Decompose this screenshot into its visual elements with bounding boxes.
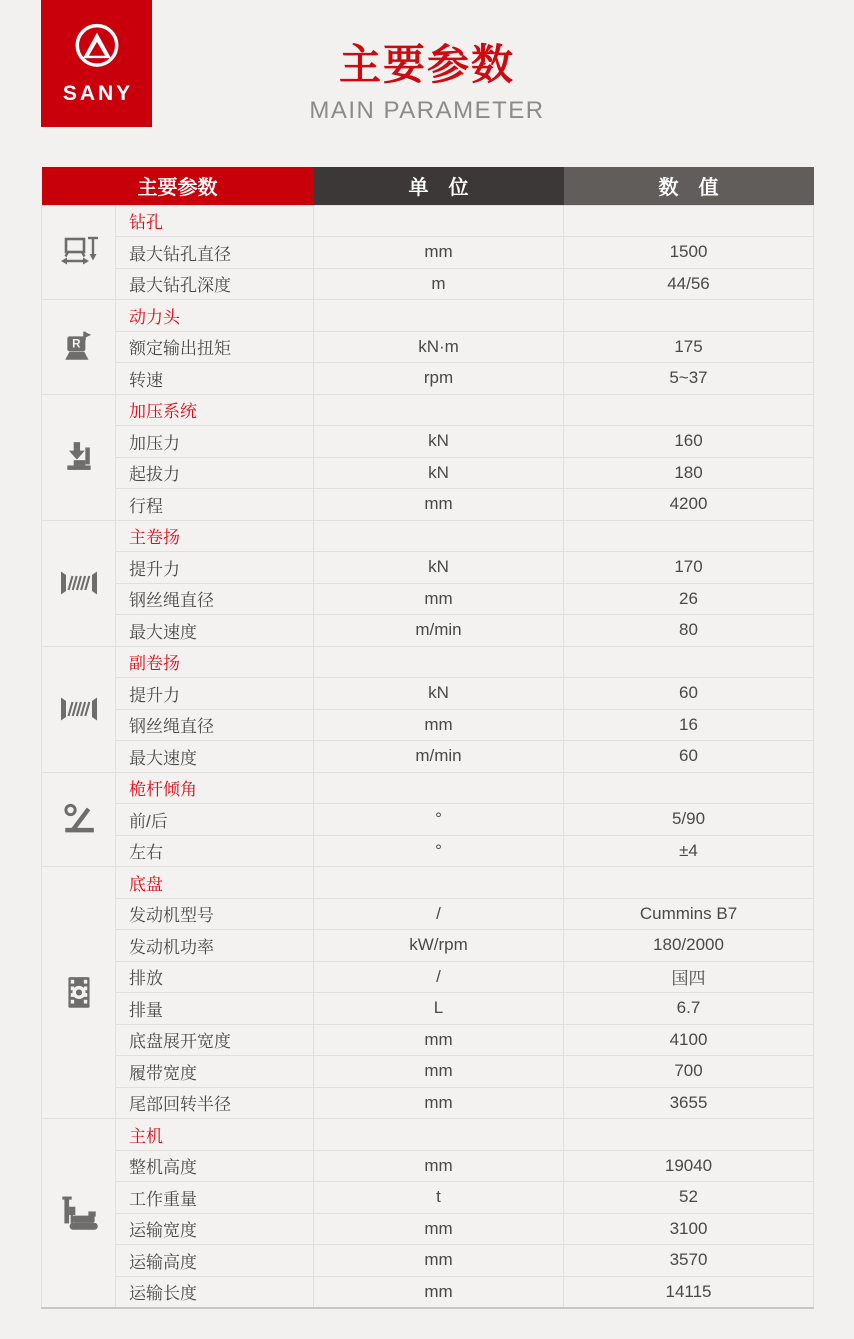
group-icon-cell [42, 1119, 116, 1308]
empty-value-cell [564, 1119, 814, 1151]
param-name-cell: 发动机型号 [116, 898, 314, 930]
value-cell: Cummins B7 [564, 898, 814, 930]
empty-value-cell [564, 772, 814, 804]
table-row [42, 898, 814, 930]
param-name-cell: 运输宽度 [116, 1213, 314, 1245]
category-title: 底盘 [116, 867, 314, 899]
unit-cell: kN [314, 552, 564, 584]
empty-value-cell [564, 646, 814, 678]
value-cell: 700 [564, 1056, 814, 1088]
value-cell: 16 [564, 709, 814, 741]
value-cell: 4200 [564, 489, 814, 521]
table-row [42, 930, 814, 962]
param-name-cell: 钢丝绳直径 [116, 709, 314, 741]
value-cell: 1500 [564, 237, 814, 269]
table-row [42, 1245, 814, 1277]
param-name-cell: 行程 [116, 489, 314, 521]
unit-cell: mm [314, 489, 564, 521]
value-cell: 14115 [564, 1276, 814, 1308]
category-row [42, 205, 814, 237]
param-name-cell: 排量 [116, 993, 314, 1025]
svg-text:R: R [71, 337, 81, 351]
value-cell: 52 [564, 1182, 814, 1214]
value-cell: ±4 [564, 835, 814, 867]
header-value: 数 值 [564, 167, 814, 205]
category-title: 副卷扬 [116, 646, 314, 678]
value-cell: 国四 [564, 961, 814, 993]
category-row [42, 646, 814, 678]
value-cell: 3655 [564, 1087, 814, 1119]
category-row [42, 520, 814, 552]
unit-cell: L [314, 993, 564, 1025]
table-row [42, 993, 814, 1025]
unit-cell: kW/rpm [314, 930, 564, 962]
unit-cell: m/min [314, 741, 564, 773]
table-group-chassis [42, 867, 814, 1119]
unit-cell: ° [314, 804, 564, 836]
unit-cell: kN [314, 457, 564, 489]
category-title: 动力头 [116, 300, 314, 332]
category-row [42, 867, 814, 899]
value-cell: 3570 [564, 1245, 814, 1277]
table-row [42, 835, 814, 867]
param-name-cell: 最大速度 [116, 741, 314, 773]
param-name-cell: 转速 [116, 363, 314, 395]
table-row [42, 804, 814, 836]
table-row [42, 1087, 814, 1119]
category-row [42, 300, 814, 332]
category-row [42, 394, 814, 426]
mast-angle-icon [61, 803, 97, 835]
chassis-icon [60, 974, 98, 1012]
spec-table [41, 167, 814, 1309]
unit-cell: mm [314, 1245, 564, 1277]
unit-cell: mm [314, 709, 564, 741]
empty-unit-cell [314, 646, 564, 678]
empty-value-cell [564, 520, 814, 552]
table-group-aux-winch [42, 646, 814, 772]
param-name-cell: 额定输出扭矩 [116, 331, 314, 363]
param-name-cell: 加压力 [116, 426, 314, 458]
param-name-cell: 提升力 [116, 552, 314, 584]
empty-unit-cell [314, 394, 564, 426]
unit-cell: mm [314, 1150, 564, 1182]
table-row [42, 1024, 814, 1056]
category-title: 钻孔 [116, 205, 314, 237]
empty-unit-cell [314, 205, 564, 237]
value-cell: 19040 [564, 1150, 814, 1182]
table-row [42, 552, 814, 584]
table-group-mast-angle [42, 772, 814, 867]
value-cell: 160 [564, 426, 814, 458]
param-name-cell: 最大速度 [116, 615, 314, 647]
table-group-crowd-system [42, 394, 814, 520]
empty-unit-cell [314, 300, 564, 332]
table-row [42, 268, 814, 300]
empty-unit-cell [314, 867, 564, 899]
header-param: 主要参数 [42, 167, 314, 205]
value-cell: 60 [564, 741, 814, 773]
value-cell: 175 [564, 331, 814, 363]
value-cell: 5/90 [564, 804, 814, 836]
unit-cell: m [314, 268, 564, 300]
unit-cell: rpm [314, 363, 564, 395]
param-name-cell: 钢丝绳直径 [116, 583, 314, 615]
table-group-drilling [42, 205, 814, 300]
param-name-cell: 整机高度 [116, 1150, 314, 1182]
unit-cell: ° [314, 835, 564, 867]
unit-cell: / [314, 898, 564, 930]
value-cell: 170 [564, 552, 814, 584]
table-row [42, 678, 814, 710]
category-title: 主机 [116, 1119, 314, 1151]
crowd-system-icon [61, 439, 97, 475]
table-row [42, 363, 814, 395]
table-row [42, 426, 814, 458]
page-subtitle: MAIN PARAMETER [309, 97, 545, 125]
empty-value-cell [564, 205, 814, 237]
table-row [42, 1213, 814, 1245]
unit-cell: mm [314, 237, 564, 269]
table-row [42, 1150, 814, 1182]
table-group-power-head [42, 300, 814, 395]
param-name-cell: 左右 [116, 835, 314, 867]
table-row [42, 1182, 814, 1214]
table-row [42, 1056, 814, 1088]
param-name-cell: 工作重量 [116, 1182, 314, 1214]
unit-cell: mm [314, 1056, 564, 1088]
table-group-main-machine [42, 1119, 814, 1308]
param-name-cell: 提升力 [116, 678, 314, 710]
value-cell: 180/2000 [564, 930, 814, 962]
drill-hole-icon [59, 231, 99, 273]
table-row [42, 741, 814, 773]
table-header [42, 167, 814, 205]
unit-cell: mm [314, 1024, 564, 1056]
category-title: 加压系统 [116, 394, 314, 426]
group-icon-cell [42, 772, 116, 867]
value-cell: 6.7 [564, 993, 814, 1025]
unit-cell: m/min [314, 615, 564, 647]
value-cell: 26 [564, 583, 814, 615]
unit-cell: mm [314, 583, 564, 615]
table-row [42, 615, 814, 647]
group-icon-cell [42, 394, 116, 520]
param-name-cell: 运输长度 [116, 1276, 314, 1308]
logo-wordmark: SANY [62, 82, 134, 105]
param-name-cell: 最大钻孔深度 [116, 268, 314, 300]
table-row [42, 961, 814, 993]
table-group-main-winch [42, 520, 814, 646]
group-icon-cell [42, 300, 116, 395]
empty-unit-cell [314, 1119, 564, 1151]
category-row [42, 1119, 814, 1151]
page-title: 主要参数 [338, 41, 515, 88]
unit-cell: / [314, 961, 564, 993]
unit-cell: mm [314, 1276, 564, 1308]
value-cell: 3100 [564, 1213, 814, 1245]
empty-value-cell [564, 867, 814, 899]
group-icon-cell [42, 205, 116, 300]
empty-value-cell [564, 394, 814, 426]
param-name-cell: 起拔力 [116, 457, 314, 489]
value-cell: 4100 [564, 1024, 814, 1056]
main-winch-icon [56, 568, 102, 598]
table-row [42, 489, 814, 521]
value-cell: 60 [564, 678, 814, 710]
param-name-cell: 排放 [116, 961, 314, 993]
param-name-cell: 发动机功率 [116, 930, 314, 962]
category-title: 主卷扬 [116, 520, 314, 552]
group-icon-cell [42, 867, 116, 1119]
param-name-cell: 运输高度 [116, 1245, 314, 1277]
param-name-cell: 履带宽度 [116, 1056, 314, 1088]
unit-cell: mm [314, 1213, 564, 1245]
param-name-cell: 最大钻孔直径 [116, 237, 314, 269]
table-row [42, 331, 814, 363]
main-machine-icon [55, 1194, 103, 1232]
unit-cell: kN [314, 678, 564, 710]
group-icon-cell [42, 646, 116, 772]
aux-winch-icon [56, 694, 102, 724]
unit-cell: kN [314, 426, 564, 458]
unit-cell: t [314, 1182, 564, 1214]
param-name-cell: 底盘展开宽度 [116, 1024, 314, 1056]
unit-cell: mm [314, 1087, 564, 1119]
table-row [42, 1276, 814, 1308]
group-icon-cell [42, 520, 116, 646]
header-unit: 单 位 [314, 167, 564, 205]
value-cell: 80 [564, 615, 814, 647]
value-cell: 44/56 [564, 268, 814, 300]
category-title: 桅杆倾角 [116, 772, 314, 804]
table-row [42, 583, 814, 615]
value-cell: 180 [564, 457, 814, 489]
category-row [42, 772, 814, 804]
param-name-cell: 尾部回转半径 [116, 1087, 314, 1119]
empty-unit-cell [314, 520, 564, 552]
page-title-block [0, 42, 854, 125]
unit-cell: kN·m [314, 331, 564, 363]
empty-unit-cell [314, 772, 564, 804]
table-row [42, 709, 814, 741]
value-cell: 5~37 [564, 363, 814, 395]
power-head-icon [61, 330, 97, 364]
table-row [42, 237, 814, 269]
table-row [42, 457, 814, 489]
empty-value-cell [564, 300, 814, 332]
param-name-cell: 前/后 [116, 804, 314, 836]
